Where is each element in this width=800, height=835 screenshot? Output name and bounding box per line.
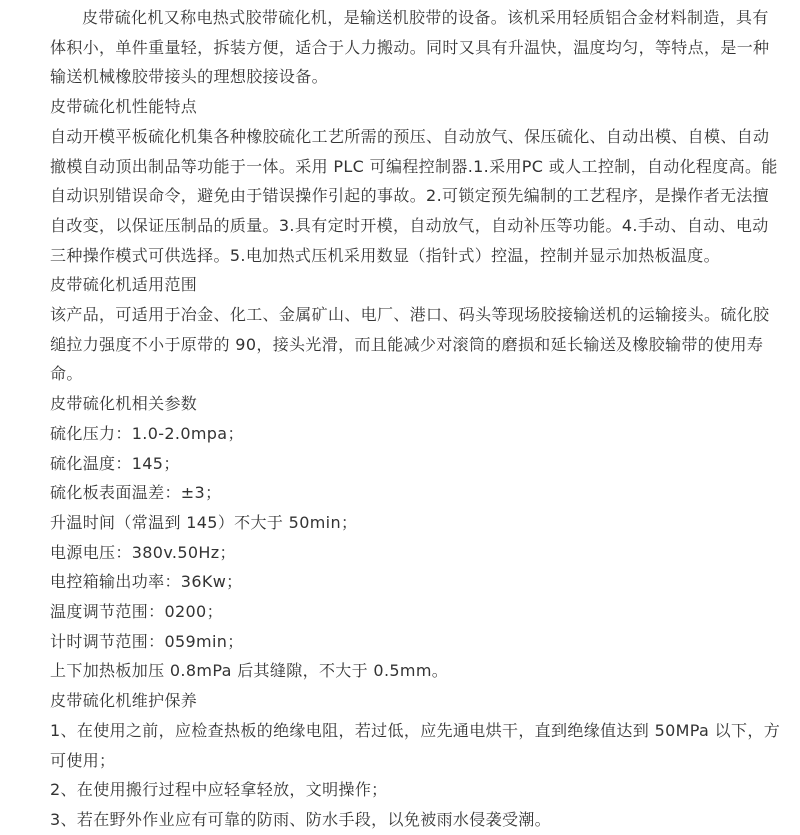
features-paragraph: 自动开模平板硫化机集各种橡胶硫化工艺所需的预压、自动放气、保压硫化、自动出模、自模、自动撤模自动顶出制品等功能于一体。采用 PLC 可编程控制器.1.采用PC 或人工控制，自动化程度高。能自动识别错误命令，避免由于错误操作引起的事故。2.可锁定预先编制的工艺程序，是操作者无法擅自改变，以保证压制品的质量。3.具有定时开模，自动放气，自动补压等功能。4.手动、自动、电动三种操作模式可供选择。5.电加热式压机采用数显（指针式）控温，控制并显示加热板温度。 bbox=[50, 126, 778, 265]
maintenance-item: 3、若在野外作业应有可靠的防雨、防水手段，以免被雨水侵袭受潮。 bbox=[50, 809, 552, 829]
parameter-item: 升温时间（常温到 145）不大于 50min； bbox=[50, 512, 358, 532]
parameter-item: 硫化温度：145； bbox=[50, 453, 180, 473]
parameter-item: 上下加热板加压 0.8mPa 后其缝隙，不大于 0.5mm。 bbox=[50, 661, 449, 681]
parameter-item: 温度调节范围：0200； bbox=[50, 602, 223, 622]
applications-paragraph: 该产品，可适用于冶金、化工、金属矿山、电厂、港口、码头等现场胶接输送机的运输接头。硫化胶缒拉力强度不小于原带的 90，接头光滑，而且能减少对滚筒的磨损和延长输送及橡胶输带的使用寿命。 bbox=[50, 305, 770, 384]
parameter-item: 计时调节范围：059min； bbox=[50, 631, 244, 651]
maintenance-heading: 皮带硫化机维护保养 bbox=[50, 691, 198, 711]
parameters-heading: 皮带硫化机相关参数 bbox=[50, 394, 198, 414]
maintenance-item: 1、在使用之前，应检查热板的绝缘电阻，若过低，应先通电烘干，直到绝缘值达到 50MPa 以下，方可使用； bbox=[50, 720, 781, 770]
maintenance-item: 2、在使用搬行过程中应轻拿轻放，文明操作； bbox=[50, 780, 388, 800]
parameter-item: 硫化压力：1.0-2.0mpa； bbox=[50, 423, 244, 443]
features-heading: 皮带硫化机性能特点 bbox=[50, 97, 198, 117]
parameter-item: 电源电压：380v.50Hz； bbox=[50, 542, 236, 562]
parameter-item: 电控箱输出功率：36Kw； bbox=[50, 572, 243, 592]
parameter-item: 硫化板表面温差：±3； bbox=[50, 483, 222, 503]
applications-heading: 皮带硫化机适用范围 bbox=[50, 275, 198, 295]
intro-paragraph: 皮带硫化机又称电热式胶带硫化机，是输送机胶带的设备。该机采用轻质铝合金材料制造，具有体积小，单件重量轻，拆装方便，适合于人力搬动。同时又具有升温快，温度均匀，等特点，是一种输送机械橡胶带接头的理想胶接设备。 bbox=[50, 8, 770, 87]
maintenance-list bbox=[50, 716, 782, 835]
parameters-list bbox=[50, 419, 782, 686]
